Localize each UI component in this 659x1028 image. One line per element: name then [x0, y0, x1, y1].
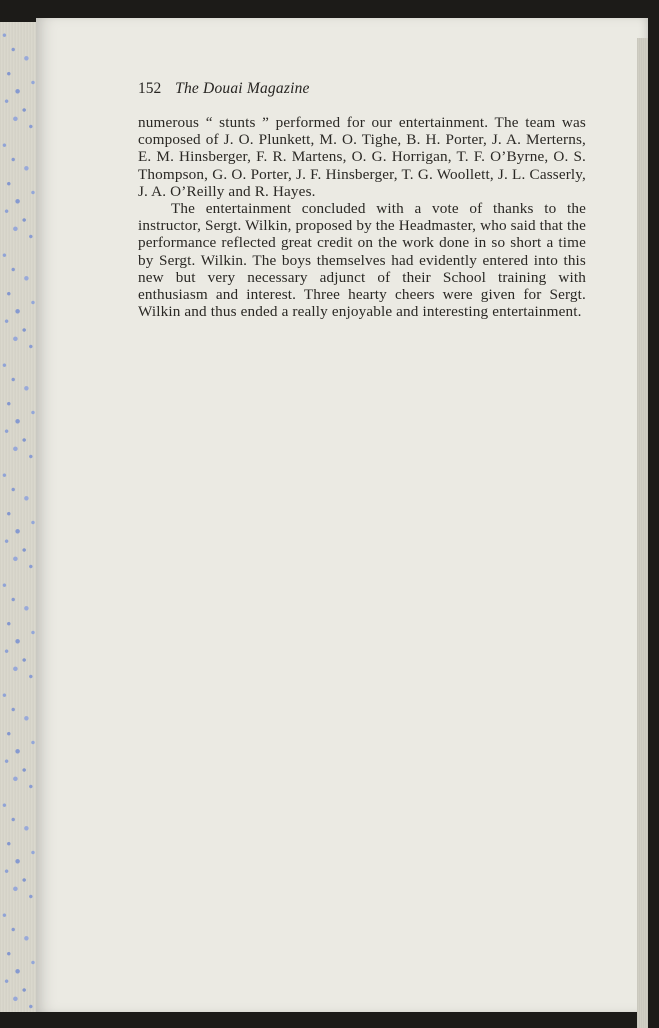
page-header — [138, 80, 310, 98]
page-number: 152 — [138, 80, 162, 97]
article-body — [138, 114, 586, 320]
paragraph: numerous “ stunts ” performed for our entertainment. The team was composed of J. O. Plunkett, M. O. Tighe, B. H. Porter, J. A. Merterns, E. M. Hinsberger, F. R. Martens, O. G. Horrigan, T. F. O’Byrne, O. S. Thompson, G. O. Porter, J. F. Hinsberger, T. G. Woollett, J. L. Casserly, J. A. O’Reilly and R. Hayes. — [138, 114, 586, 200]
paragraph: The entertainment concluded with a vote of thanks to the instructor, Sergt. Wilkin, proposed by the Headmaster, who said that the performance reflected great credit on the work done in so short a time by Sergt. Wilkin. The boys themselves had evidently entered into this new but very necessary adjunct of their School training with enthusiasm and interest. Three hearty cheers were given for Sergt. Wilkin and thus ended a really enjoyable and interesting entertainment. — [138, 200, 586, 321]
running-title: The Douai Magazine — [175, 80, 310, 97]
right-page-edge — [637, 38, 648, 1028]
